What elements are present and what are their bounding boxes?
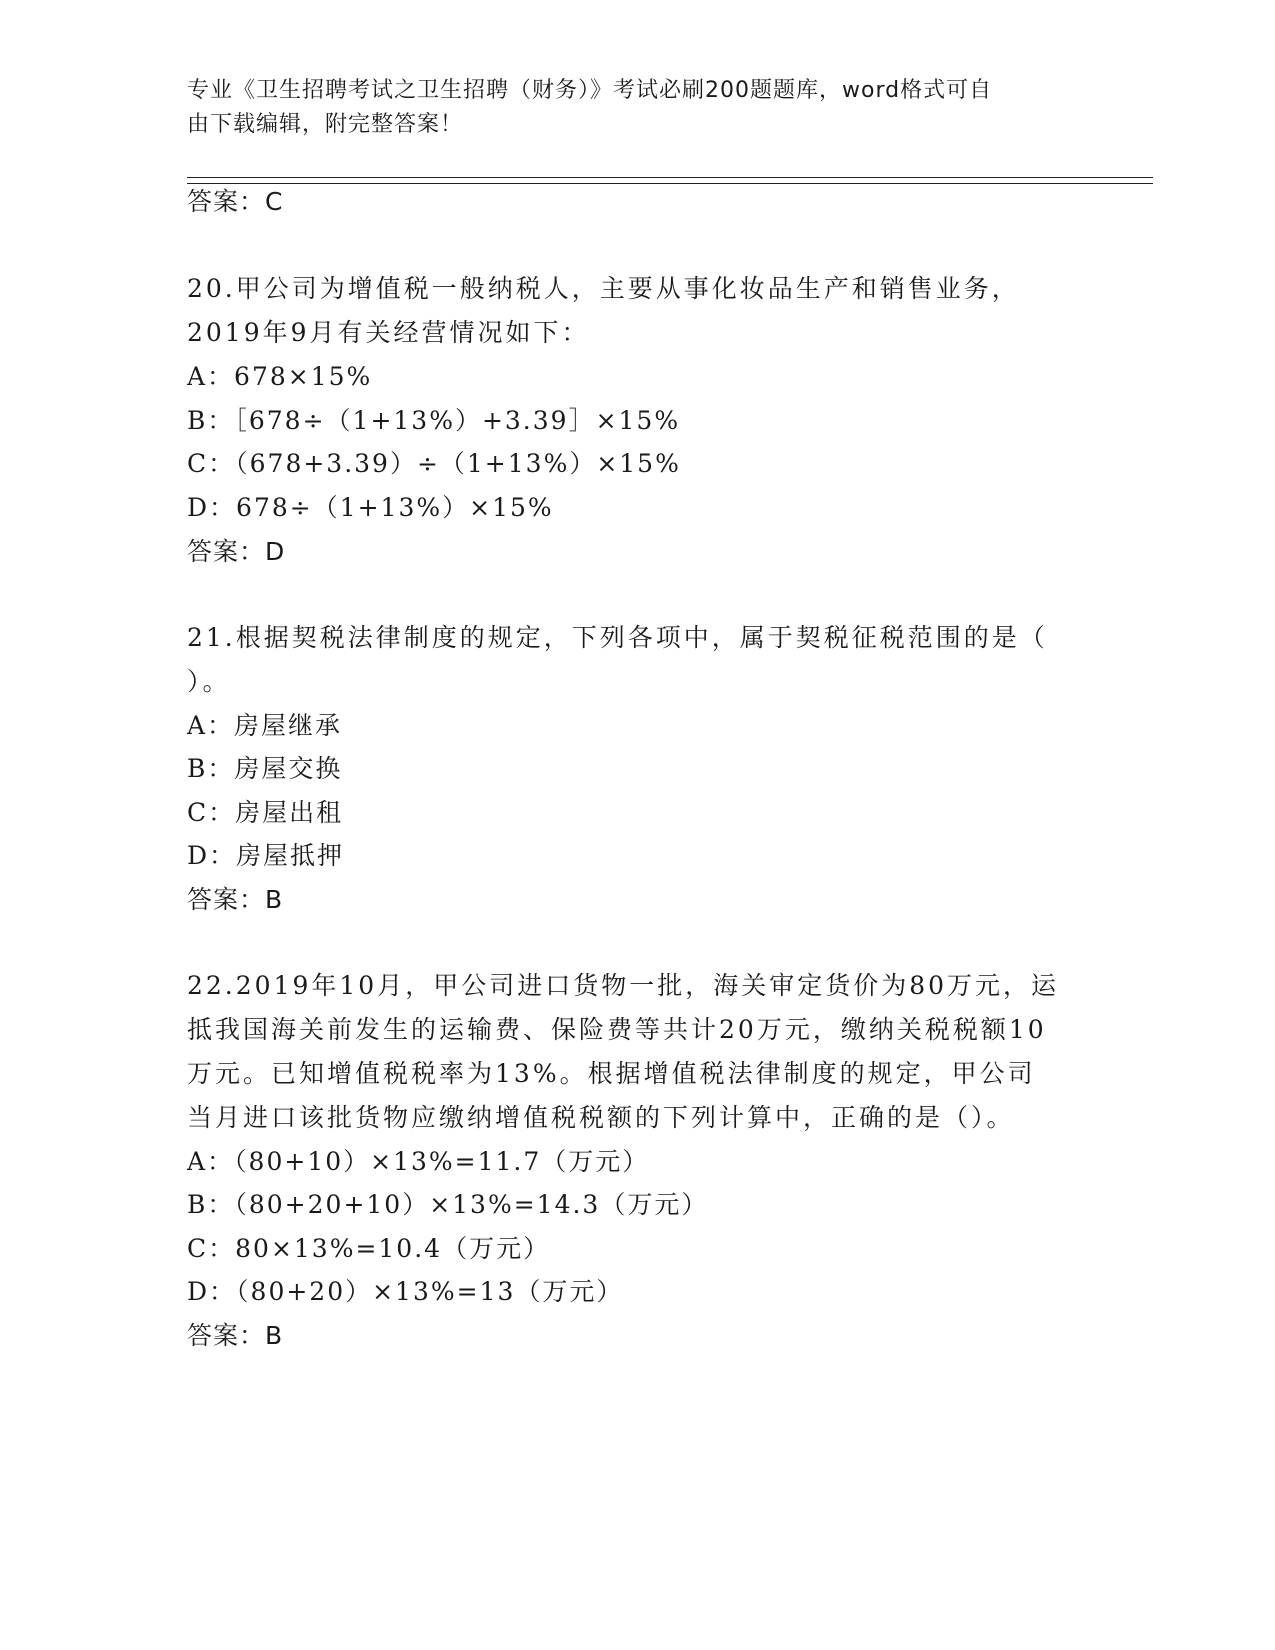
question-21-stem-line-2: ）。 xyxy=(187,667,231,696)
question-22-answer: 答案：B xyxy=(187,1321,284,1350)
question-20-stem-line-1: 20.甲公司为增值税一般纳税人，主要从事化妆品生产和销售业务， xyxy=(187,274,1020,303)
question-20-answer: 答案：D xyxy=(187,537,286,566)
header-line-1: 专业《卫生招聘考试之卫生招聘（财务）》考试必刷200题题库，word格式可自 xyxy=(187,78,993,103)
question-20-option-a: A：678×15% xyxy=(187,362,373,391)
question-22-stem-line-4: 当月进口该批货物应缴纳增值税税额的下列计算中，正确的是（）。 xyxy=(187,1103,1015,1132)
question-22-stem-line-3: 万元。已知增值税税率为13%。根据增值税法律制度的规定，甲公司 xyxy=(187,1059,1036,1088)
header-divider-bottom xyxy=(187,183,1153,184)
question-22-option-a: A：（80+10）×13%=11.7（万元） xyxy=(187,1147,650,1176)
question-20-option-c: C：（678+3.39）÷（1+13%）×15% xyxy=(187,449,681,478)
question-22-option-d: D：（80+20）×13%=13（万元） xyxy=(187,1277,624,1306)
question-21-option-d: D：房屋抵押 xyxy=(187,841,345,870)
header-divider-top xyxy=(187,177,1153,178)
question-21-stem-line-1: 21.根据契税法律制度的规定，下列各项中，属于契税征税范围的是（ xyxy=(187,623,1048,652)
question-21-answer: 答案：B xyxy=(187,885,284,914)
question-22-option-c: C：80×13%=10.4（万元） xyxy=(187,1234,551,1263)
question-22-option-b: B：（80+20+10）×13%=14.3（万元） xyxy=(187,1190,709,1219)
question-20-option-d: D：678÷（1+13%）×15% xyxy=(187,493,554,522)
previous-answer: 答案：C xyxy=(187,187,284,216)
question-21-option-a: A：房屋继承 xyxy=(187,711,343,740)
question-21-option-c: C：房屋出租 xyxy=(187,798,344,827)
question-22-stem-line-1: 22.2019年10月，甲公司进口货物一批，海关审定货价为80万元，运 xyxy=(187,971,1060,1000)
question-21-option-b: B：房屋交换 xyxy=(187,754,343,783)
document-header xyxy=(187,74,1067,142)
question-20-option-b: B：［678÷（1+13%）+3.39］×15% xyxy=(187,406,681,435)
question-22-stem-line-2: 抵我国海关前发生的运输费、保险费等共计20万元，缴纳关税税额10 xyxy=(187,1015,1047,1044)
header-line-2: 由下载编辑，附完整答案！ xyxy=(187,112,464,137)
question-20-stem-line-2: 2019年9月有关经营情况如下： xyxy=(187,318,590,347)
